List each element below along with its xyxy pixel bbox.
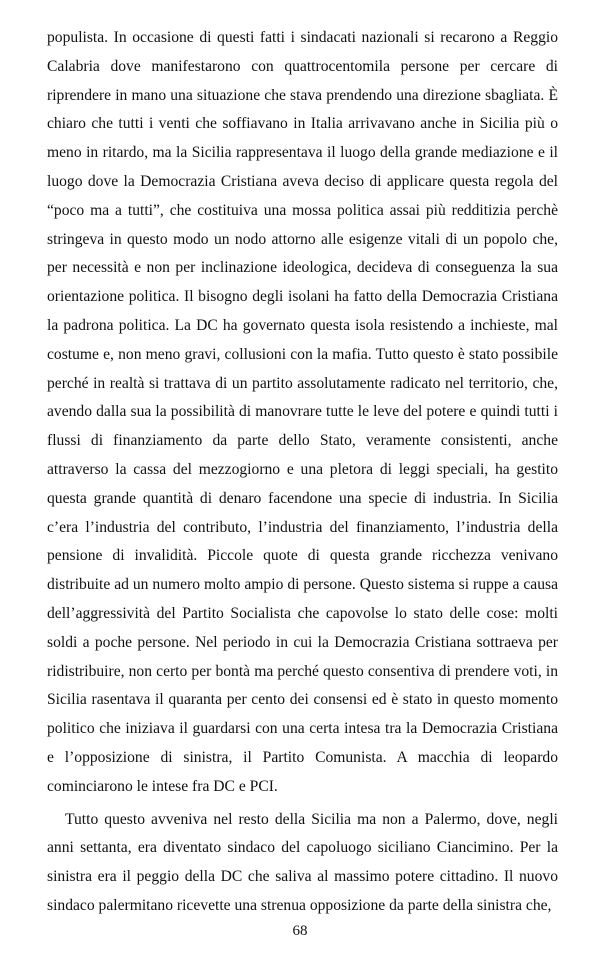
paragraph-2: Tutto questo avveniva nel resto della Sicilia ma non a Palermo, dove, negli anni settanta, era diventato sindaco del capoluogo siciliano Ciancimino. Per la sinistra era il peggio della DC che saliva al massimo potere cittadino. Il nuovo sindaco palermitano ricevette una strenua opposizione da parte della sinistra che,	[47, 810, 558, 914]
body-text	[47, 24, 558, 921]
page-number: 68	[292, 923, 308, 939]
paragraph-1: populista. In occasione di questi fatti i sindacati nazionali si recarono a Reggio Calabria dove manifestarono con quattrocentomila persone per cercare di riprendere in mano una situazione che stava prendendo una direzione sbagliata. È chiaro che tutti i venti che soffiavano in Italia arrivavano anche in Sicilia più o meno in ritardo, ma la Sicilia rappresentava il luogo della grande mediazione e il luogo dove la Democrazia Cristiana aveva deciso di applicare questa regola del “poco ma a tutti”, che costituiva una mossa politica assai più redditizia perchè stringeva in questo modo un nodo attorno alle esigenze vitali di un popolo che, per necessità e non per inclinazione ideologica, decideva di conseguenza la sua orientazione politica. Il bisogno degli isolani ha fatto della Democrazia Cristiana la padrona politica. La DC ha governato questa isola resistendo a inchieste, mal costume e, non meno gravi, collusioni con la mafia. Tutto questo è stato possibile perché in realtà si trattava di un partito assolutamente radicato nel territorio, che, avendo dalla sua la possibilità di manovrare tutte le leve del potere e quindi tutti i flussi di finanziamento da parte dello Stato, veramente consistenti, anche attraverso la cassa del mezzogiorno e una pletora di leggi speciali, ha gestito questa grande quantità di denaro facendone una specie di industria. In Sicilia c’era l’industria del contributo, l’industria del finanziamento, l’industria della pensione di invalidità. Piccole quote di questa grande ricchezza venivano distribuite ad un numero molto ampio di persone. Questo sistema si ruppe a causa dell’aggressività del Partito Socialista che capovolse lo stato delle cose: molti soldi a poche persone. Nel periodo in cui la Democrazia Cristiana sottraeva per ridistribuire, non certo per bontà ma perché questo consentiva di prendere voti, in Sicilia rasentava il quaranta per cento dei consensi ed è stato in questo momento politico che iniziava il guardarsi con una certa intesa tra la Democrazia Cristiana e l’opposizione di sinistra, il Partito Comunista. A macchia di leopardo cominciarono le intese fra DC e PCI.	[47, 29, 558, 795]
